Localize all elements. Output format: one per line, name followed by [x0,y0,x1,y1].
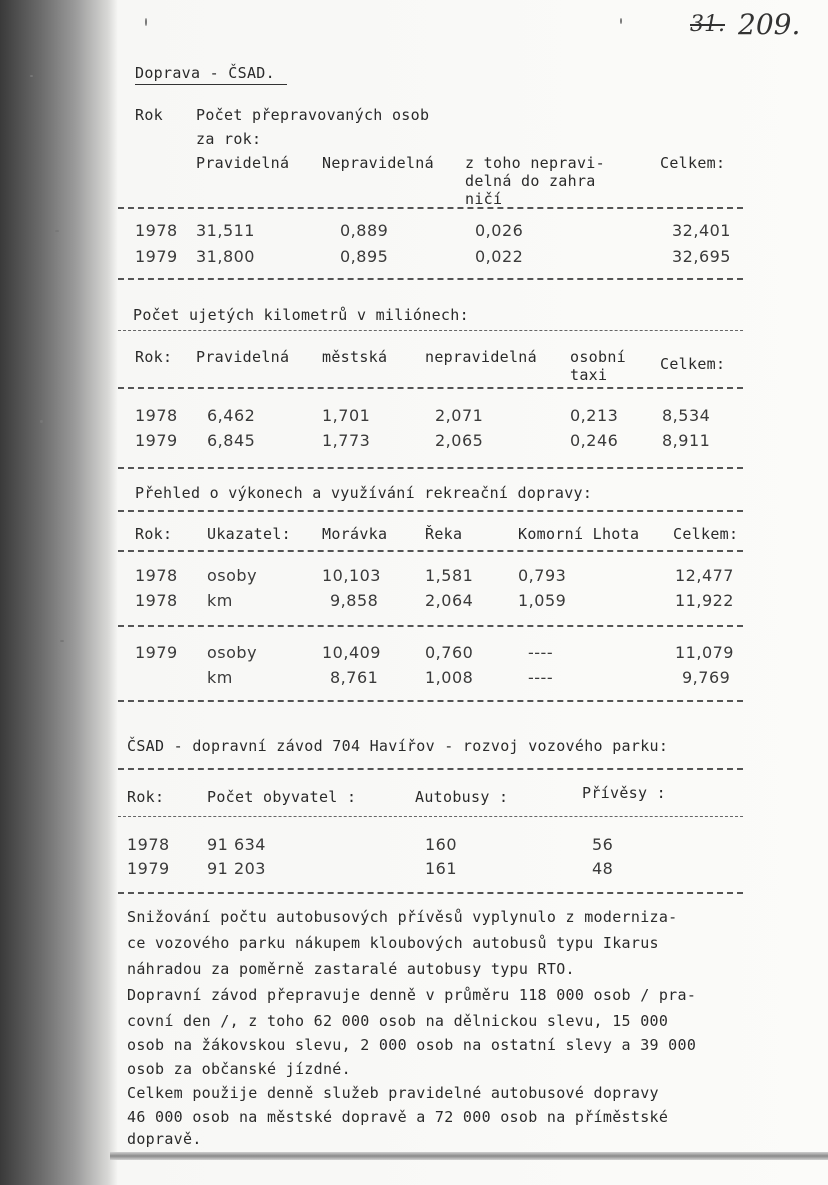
s1-row2-pravidelna: 31,800 [196,247,255,266]
s2-row2-taxi: 0,246 [570,431,619,450]
s2-row1-taxi: 0,213 [570,406,619,425]
s3-row2-celkem: 11,922 [675,591,734,610]
s3-row2-ukazatel: km [207,591,233,610]
paragraph-line: ce vozového parku nákupem kloubových autobusů typu Ikarus [127,934,659,952]
s2-col-rok: Rok: [135,348,173,366]
s3-row2-lhota: 1,059 [518,591,567,610]
s1-col-ztoho-1: z toho nepravi- [465,154,605,172]
s1-col-pravidelna: Pravidelná [196,154,290,172]
s2-row2-mestska: 1,773 [322,431,371,450]
s4-heading: ČSAD - dopravní závod 704 Havířov - rozvoj vozového parku: [127,737,669,755]
s4-row1-privesy: 56 [592,835,614,854]
s2-divider-bottom [118,467,743,469]
s1-head-rok: Rok [135,106,163,124]
s2-divider-top [118,330,743,331]
s1-head-desc-1: Počet přepravovaných osob [196,106,430,124]
s4-row2-rok: 1979 [127,859,170,878]
s2-col-taxi-1: osobní [570,348,626,366]
s2-row2-rok: 1979 [135,431,178,450]
s3-col-lhota: Komorní Lhota [518,525,640,543]
s1-row1-rok: 1978 [135,221,178,240]
s3-row4-lhota: ---- [528,668,554,687]
paragraph-line: Dopravní závod přepravuje denně v průměru 118 000 osob / pra- [127,986,697,1004]
s3-row1-rok: 1978 [135,566,178,585]
document-title: Doprava - ČSAD. [135,64,275,82]
s1-row2-celkem: 32,695 [672,247,731,266]
scan-speck [30,75,33,77]
s1-col-celkem: Celkem: [660,154,726,172]
s3-row3-celkem: 11,079 [675,643,734,662]
s4-row1-rok: 1978 [127,835,170,854]
s1-col-ztoho-2: delná do zahra [465,172,596,190]
s4-col-privesy: Přívěsy : [582,784,666,802]
paragraph-line: osob na žákovskou slevu, 2 000 osob na ostatní slevy a 39 000 [127,1036,697,1054]
s1-row1-celkem: 32,401 [672,221,731,240]
s3-divider-group [118,625,743,627]
s3-row2-rok: 1978 [135,591,178,610]
s3-row1-moravka: 10,103 [322,566,381,585]
s3-heading: Přehled o výkonech a využívání rekreační dopravy: [135,484,593,502]
s3-row3-moravka: 10,409 [322,643,381,662]
s2-row1-celkem: 8,534 [662,406,711,425]
s3-row4-reka: 1,008 [425,668,474,687]
s1-row1-ztoho: 0,026 [475,221,524,240]
s3-col-rok: Rok: [135,525,173,543]
s1-col-nepravidelna: Nepravidelná [322,154,434,172]
s4-divider-top [118,768,743,770]
s3-col-reka: Řeka [425,525,463,543]
s4-row1-autobusy: 160 [425,835,458,854]
s3-row2-reka: 2,064 [425,591,474,610]
s4-divider-bottom [118,892,743,894]
s3-row3-lhota: ---- [528,643,554,662]
s1-col-ztoho-3: ničí [465,190,503,208]
s3-divider-mid [118,550,743,552]
s3-row1-ukazatel: osoby [207,566,258,585]
s1-row2-nepravidelna: 0,895 [340,247,389,266]
s4-row2-autobusy: 161 [425,859,458,878]
s3-row3-ukazatel: osoby [207,643,258,662]
s3-row3-reka: 0,760 [425,643,474,662]
s2-row1-rok: 1978 [135,406,178,425]
s3-col-moravka: Morávka [322,525,388,543]
s1-row1-nepravidelna: 0,889 [340,221,389,240]
title-underline [135,84,287,85]
paragraph-line: osob za občanské jízdné. [127,1060,351,1078]
s1-head-desc-2: za rok: [196,130,262,148]
scan-speck [145,18,147,26]
s4-col-autobusy: Autobusy : [415,788,509,806]
s2-col-taxi-2: taxi [570,366,608,384]
scan-speck [60,640,64,642]
page-number-new: 209. [738,8,801,41]
s2-divider-mid [118,387,743,389]
s4-divider-mid [118,816,743,817]
s3-row4-celkem: 9,769 [682,668,731,687]
s2-heading: Počet ujetých kilometrů v miliónech: [133,306,469,324]
s3-divider-top [118,510,743,512]
s1-row1-pravidelna: 31,511 [196,221,255,240]
s4-col-obyvatel: Počet obyvatel : [207,788,357,806]
s1-divider-bottom [118,278,743,280]
paragraph-line: Snižování počtu autobusových přívěsů vyplynulo z moderniza- [127,908,678,926]
s3-row2-moravka: 9,858 [330,591,379,610]
s4-row2-obyvatel: 91 203 [207,859,266,878]
s2-row1-mestska: 1,701 [322,406,371,425]
scan-speck [55,230,59,232]
s2-row1-nepravidelna: 2,071 [435,406,484,425]
s2-col-nepravidelna: nepravidelná [425,348,537,366]
s2-row1-pravidelna: 6,462 [207,406,256,425]
s2-col-celkem: Celkem: [660,355,726,373]
s4-row2-privesy: 48 [592,859,614,878]
s2-row2-celkem: 8,911 [662,431,711,450]
s2-row2-nepravidelna: 2,065 [435,431,484,450]
s3-row1-lhota: 0,793 [518,566,567,585]
paragraph-line: Celkem použije denně služeb pravidelné autobusové dopravy [127,1084,659,1102]
s2-row2-pravidelna: 6,845 [207,431,256,450]
paragraph-line: 46 000 osob na městské dopravě a 72 000 osob na příměstské [127,1108,669,1126]
s3-row1-celkem: 12,477 [675,566,734,585]
s4-row1-obyvatel: 91 634 [207,835,266,854]
scan-speck [620,18,622,24]
scan-speck [40,420,43,423]
s1-row2-rok: 1979 [135,247,178,266]
paragraph-line: covní den /, z toho 62 000 osob na dělnickou slevu, 15 000 [127,1012,669,1030]
s1-divider-top [118,207,743,209]
page-number-old: 31. [690,12,725,37]
s2-col-mestska: městská [322,348,388,366]
page-bottom-edge [110,1152,828,1160]
paragraph-line: dopravě. [127,1130,202,1148]
s3-col-ukazatel: Ukazatel: [207,525,291,543]
s3-divider-bottom [118,700,743,702]
s3-row4-moravka: 8,761 [330,668,379,687]
s3-col-celkem: Celkem: [673,525,739,543]
s1-row2-ztoho: 0,022 [475,247,524,266]
s3-row4-ukazatel: km [207,668,233,687]
paragraph-line: náhradou za poměrně zastaralé autobusy typu RTO. [127,960,575,978]
s4-col-rok: Rok: [127,788,165,806]
s3-row3-rok: 1979 [135,643,178,662]
s3-row1-reka: 1,581 [425,566,474,585]
s2-col-pravidelna: Pravidelná [196,348,290,366]
